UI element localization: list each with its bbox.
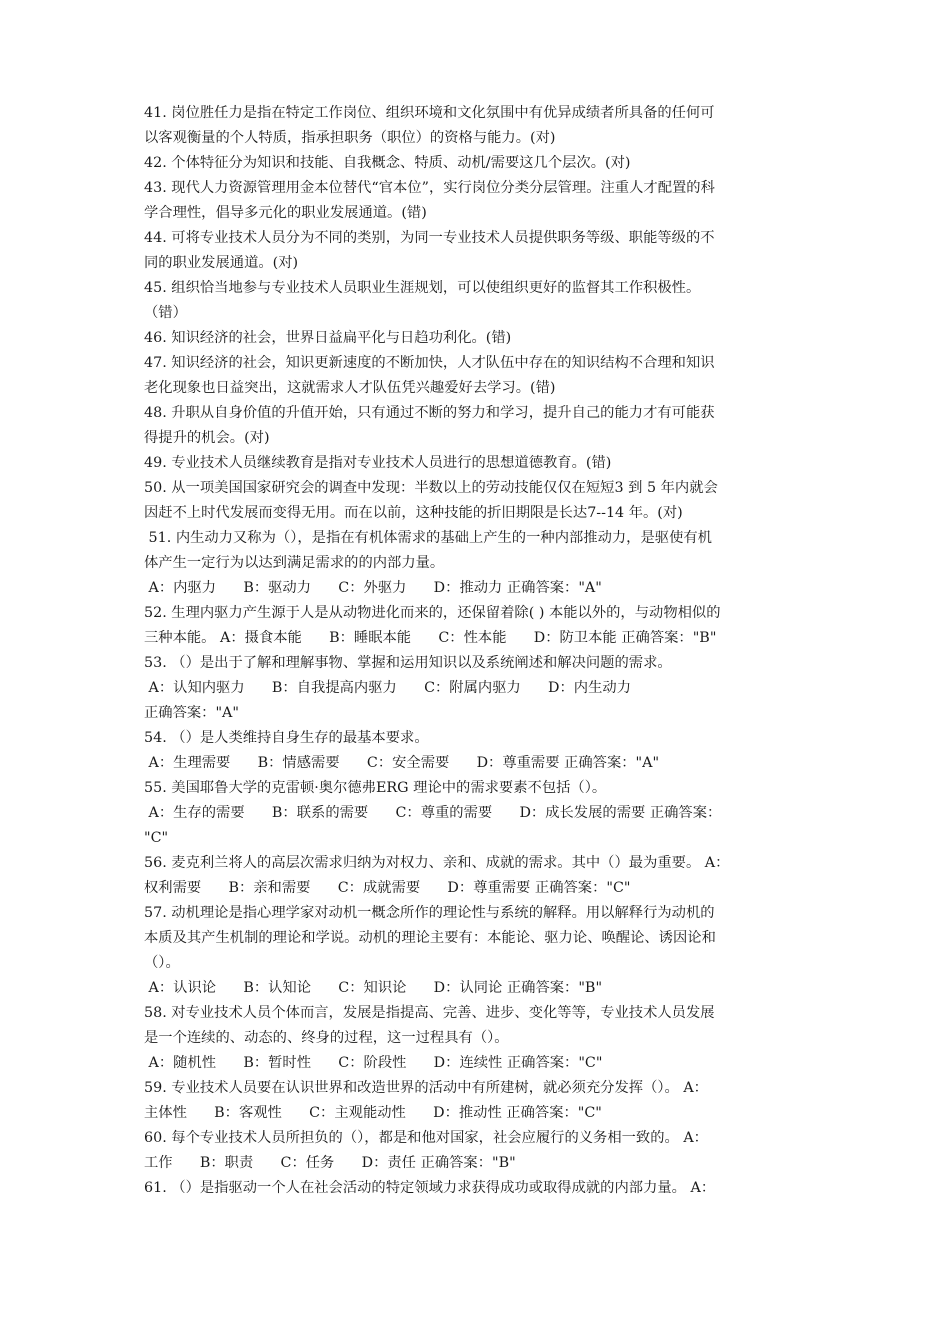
text-line: 正确答案："A" bbox=[144, 705, 239, 721]
text-line: 49. 专业技术人员继续教育是指对专业技术人员进行的思想道德教育。(错) bbox=[144, 455, 612, 471]
document-body bbox=[144, 101, 824, 1201]
text-line: 53. （）是出于了解和理解事物、掌握和运用知识以及系统阐述和解决问题的需求。 bbox=[144, 655, 672, 671]
text-line: 41. 岗位胜任力是指在特定工作岗位、组织环境和文化氛围中有优异成绩者所具备的任何可 bbox=[144, 105, 715, 121]
text-line: 57. 动机理论是指心理学家对动机一概念所作的理论性与系统的解释。用以解释行为动机的 bbox=[144, 905, 715, 921]
text-line: 48. 升职从自身价值的升值开始，只有通过不断的努力和学习，提升自己的能力才有可能获 bbox=[144, 405, 715, 421]
text-line: 60. 每个专业技术人员所担负的（），都是和他对国家，社会应履行的义务相一致的。 A： bbox=[144, 1130, 708, 1146]
text-line: 同的职业发展通道。(对) bbox=[144, 255, 299, 271]
text-line: 权利需要 B：亲和需要 C：成就需要 D：尊重需要 正确答案："C" bbox=[144, 880, 631, 896]
text-line: 59. 专业技术人员要在认识世界和改造世界的活动中有所建树，就必须充分发挥（）。 A： bbox=[144, 1080, 708, 1096]
text-line: 50. 从一项美国国家研究会的调查中发现：半数以上的劳动技能仅仅在短短3 到 5 年内就会 bbox=[144, 480, 718, 496]
text-line: 是一个连续的、动态的、终身的过程，这一过程具有（）。 bbox=[144, 1030, 509, 1046]
text-line: A：随机性 B：暂时性 C：阶段性 D：连续性 正确答案："C" bbox=[144, 1055, 603, 1071]
text-line: 因赶不上时代发展而变得无用。而在以前，这种技能的折旧期限是长达7--14 年。(对) bbox=[144, 505, 683, 521]
text-line: 得提升的机会。(对) bbox=[144, 430, 270, 446]
text-line: 47. 知识经济的社会，知识更新速度的不断加快，人才队伍中存在的知识结构不合理和知识 bbox=[144, 355, 715, 371]
text-line: 61. （）是指驱动一个人在社会活动的特定领域力求获得成功或取得成就的内部力量。 A： bbox=[144, 1180, 716, 1196]
text-line: 58. 对专业技术人员个体而言，发展是指提高、完善、进步、变化等等，专业技术人员发展 bbox=[144, 1005, 715, 1021]
text-line: 56. 麦克利兰将人的高层次需求归纳为对权力、亲和、成就的需求。其中（）最为重要。 A： bbox=[144, 855, 730, 871]
text-line: A：生存的需要 B：联系的需要 C：尊重的需要 D：成长发展的需要 正确答案： bbox=[144, 805, 722, 821]
text-line: 本质及其产生机制的理论和学说。动机的理论主要有：本能论、驱力论、唤醒论、诱因论和 bbox=[144, 930, 716, 946]
text-line: 55. 美国耶鲁大学的克雷顿·奥尔德弗ERG 理论中的需求要素不包括（）。 bbox=[144, 780, 607, 796]
text-line: 46. 知识经济的社会，世界日益扁平化与日趋功利化。(错) bbox=[144, 330, 512, 346]
text-line: A：认识论 B：认知论 C：知识论 D：认同论 正确答案："B" bbox=[144, 980, 603, 996]
text-line: 工作 B：职责 C：任务 D：责任 正确答案："B" bbox=[144, 1155, 516, 1171]
text-line: 学合理性，倡导多元化的职业发展通道。(错) bbox=[144, 205, 427, 221]
text-line: 45. 组织恰当地参与专业技术人员职业生涯规划，可以使组织更好的监督其工作积极性。 bbox=[144, 280, 701, 296]
text-line: 三种本能。 A：摄食本能 B：睡眠本能 C：性本能 D：防卫本能 正确答案："B" bbox=[144, 630, 717, 646]
text-line: 以客观衡量的个人特质，指承担职务（职位）的资格与能力。(对) bbox=[144, 130, 556, 146]
text-line: "C" bbox=[144, 830, 169, 846]
text-line: 42. 个体特征分为知识和技能、自我概念、特质、动机/需要这几个层次。(对) bbox=[144, 155, 631, 171]
text-line: 主体性 B：客观性 C：主观能动性 D：推动性 正确答案："C" bbox=[144, 1105, 602, 1121]
text-line: 54. （）是人类维持自身生存的最基本要求。 bbox=[144, 730, 429, 746]
text-line: 51. 内生动力又称为（），是指在有机体需求的基础上产生的一种内部推动力，是驱使有机 bbox=[144, 530, 712, 546]
text-line: 52. 生理内驱力产生源于人是从动物进化而来的，还保留着除( ) 本能以外的，与动物相似的 bbox=[144, 605, 721, 621]
text-line: A：内驱力 B：驱动力 C：外驱力 D：推动力 正确答案："A" bbox=[144, 580, 602, 596]
text-line: （错） bbox=[144, 305, 187, 321]
text-line: （）。 bbox=[144, 955, 180, 971]
text-line: 43. 现代人力资源管理用金本位替代“官本位”，实行岗位分类分层管理。注重人才配置的科 bbox=[144, 180, 715, 196]
text-line: A：生理需要 B：情感需要 C：安全需要 D：尊重需要 正确答案："A" bbox=[144, 755, 660, 771]
text-line: A：认知内驱力 B：自我提高内驱力 C：附属内驱力 D：内生动力 bbox=[144, 680, 631, 696]
text-line: 老化现象也日益突出，这就需求人才队伍凭兴趣爱好去学习。(错) bbox=[144, 380, 556, 396]
text-line: 体产生一定行为以达到满足需求的的内部力量。 bbox=[144, 555, 445, 571]
text-line: 44. 可将专业技术人员分为不同的类别，为同一专业技术人员提供职务等级、职能等级的不 bbox=[144, 230, 715, 246]
